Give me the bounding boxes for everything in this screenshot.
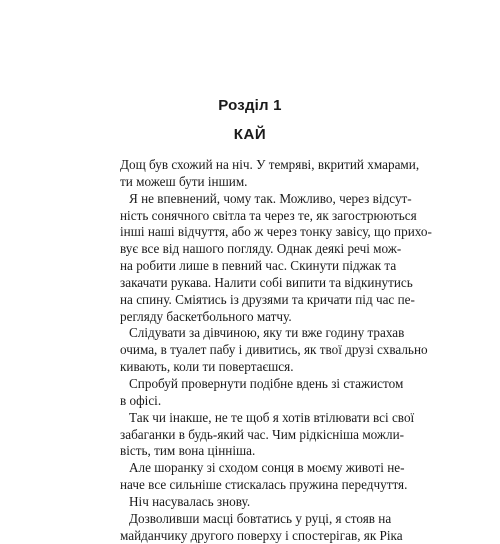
text-line: вість, тим вона цінніша. — [120, 443, 256, 459]
text-line: регляду баскетбольного матчу. — [120, 308, 292, 324]
text-line: Я не впевнений, чому так. Можливо, через відсут- — [129, 190, 412, 206]
text-line: закачати рукава. Налити собі випити та відкинутись — [120, 274, 413, 290]
text-line: інші наші відчуття, або ж через тонку завісу, що прихо- — [120, 224, 432, 240]
text-line: Дозволивши масці бовтатись у руці, я стояв на — [129, 510, 392, 526]
text-line: Так чи інакше, не те щоб я хотів втілювати всі свої — [129, 409, 415, 425]
chapter-number: Розділ 1 — [218, 97, 282, 114]
text-line: ти можеш бути іншим. — [120, 173, 248, 189]
body-text — [120, 157, 432, 544]
text-line: забаганки в будь-який час. Чим рідкісніша можли- — [120, 426, 405, 442]
text-line: Ніч насувалась знову. — [129, 493, 251, 509]
text-line: очима, в туалет пабу і дивитись, як твої друзі схвально — [120, 342, 428, 358]
text-line: Дощ був схожий на ніч. У темряві, вкритий хмарами, — [120, 157, 420, 172]
text-line: Слідувати за дівчиною, яку ти вже годину трахав — [129, 325, 405, 341]
text-line: Але шоранку зі сходом сонця в моєму животі не- — [129, 460, 405, 476]
text-line: на спину. Сміятись із друзями та кричати під час пе- — [120, 291, 415, 307]
text-line: майданчику другого поверху і спостерігав, як Ріка — [120, 527, 403, 543]
text-line: Спробуй провернути подібне вдень зі стажистом — [129, 375, 404, 391]
text-line: наче все сильніше стискалась пружина передчуття. — [120, 477, 408, 493]
chapter-title: КАЙ — [233, 126, 267, 143]
text-line: ність сонячного світла та через те, як загострюються — [120, 207, 417, 223]
text-line: на робити лише в певний час. Скинути піджак та — [120, 258, 397, 274]
text-line: кивають, коли ти повертаєшся. — [120, 359, 294, 375]
text-line: в офісі. — [120, 392, 162, 408]
text-line: вує все від нашого погляду. Однак деякі речі мож- — [120, 241, 402, 257]
